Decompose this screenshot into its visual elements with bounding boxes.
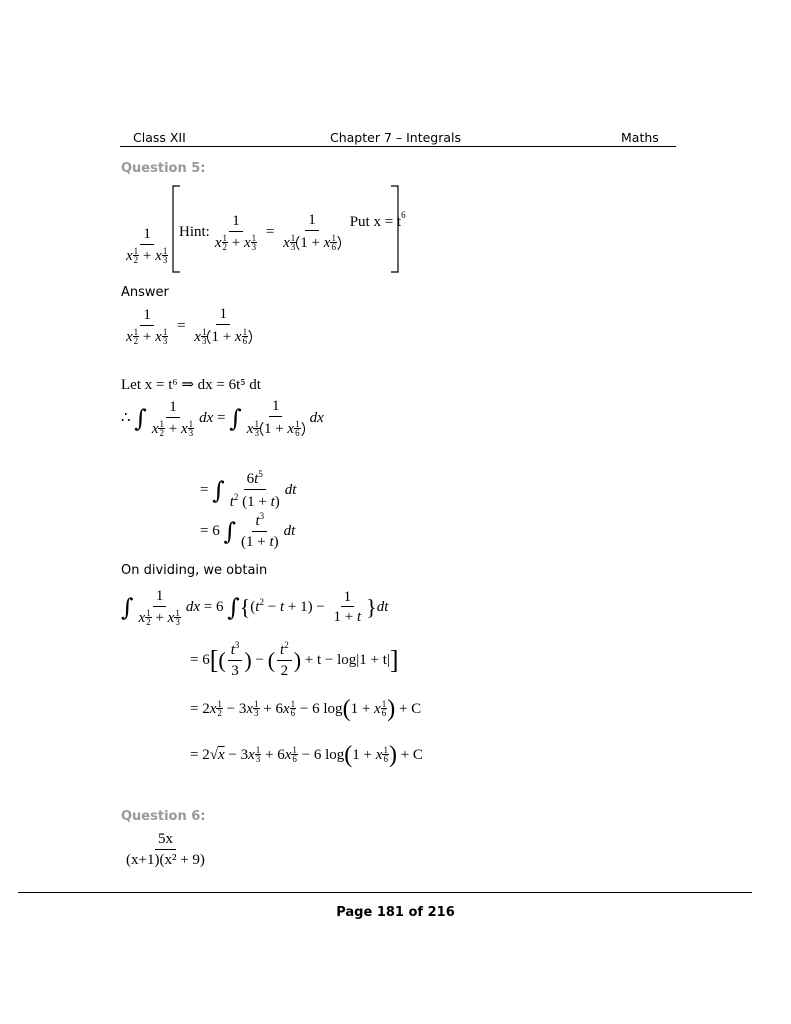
page-number: Page 181 of 216 (336, 905, 455, 920)
therefore-integral: ∴ ∫ 1 x $\frac{1}{2}$ + x $\frac{1}{3}$ dx = ∫ 1 x $\frac{1}{3}$ 1 + x $\frac{1}{6}$ dx (121, 398, 324, 439)
hint-word: Hint: (179, 224, 210, 240)
hint-put-text: Put x = t (349, 214, 402, 230)
question-6-label: Question 6: (121, 809, 206, 824)
step-1: = ∫ $\frac{6t^5}{t^2 (1 + t)}$ dt (200, 469, 297, 510)
hint-put-exp: 6 (401, 210, 406, 220)
result-line-2-tail: + t − log|1 + t| (304, 651, 390, 668)
step-2: = 6 ∫ $\frac{t^3}{(1 + t)}$ dt (200, 511, 296, 550)
question-6-expression (121, 831, 210, 869)
hint-expression: Hint: 1 x $\frac{1}{2}$ + x $\frac{1}{3}$ = 1 x $\frac{1}{3}$ 1 + x $\frac{1}{6}$ Put $x = t^6$ (179, 210, 406, 253)
question-6-denominator: (x+1)(x² + 9) (126, 851, 205, 868)
question-5-expression: 1 x $\frac{1}{2}$ + x $\frac{1}{3}$ (126, 226, 168, 266)
result-line-3: = 2x $\frac{1}{2}$ − 3x $\frac{1}{3}$ + 6x $\frac{1}{6}$ − 6 log(1 + x $\frac{1}{6}$ ) + C (190, 696, 422, 722)
header-chapter: Chapter 7 – Integrals (330, 130, 462, 145)
let-substitution: Let x = t⁶ ⇒ dx = 6t⁵ dt (121, 377, 261, 393)
dividing-text: On dividing, we obtain (121, 563, 268, 578)
footer-rule (18, 892, 752, 893)
result-line-1: ∫ 1 x $\frac{1}{2}$ + x $\frac{1}{3}$ dx = 6 $\int\{(t^2 - t + 1)$ − $\frac{1}{1 + t}$ }dt (121, 588, 389, 628)
answer-label: Answer (121, 285, 169, 300)
header-subject: Maths (621, 130, 659, 145)
answer-fraction-identity: 1 x $\frac{1}{2}$ + x $\frac{1}{3}$ = 1 x $\frac{1}{3}$ 1 + x $\frac{1}{6}$ (121, 306, 257, 347)
header-class: Class XII (133, 130, 186, 145)
result-line-2: = 6[( $\frac{t^3}{3}$ ) − ( $\frac{t^2}{2}$ ) + t − log|1 + t|] (190, 640, 399, 679)
result-line-4: = 2√x − 3x $\frac{1}{3}$ + 6x $\frac{1}{6}$ − 6 log(1 + x $\frac{1}{6}$ ) + C (190, 742, 423, 768)
question-5-label: Question 5: (121, 161, 206, 176)
question-6-numerator: 5x (155, 831, 176, 850)
